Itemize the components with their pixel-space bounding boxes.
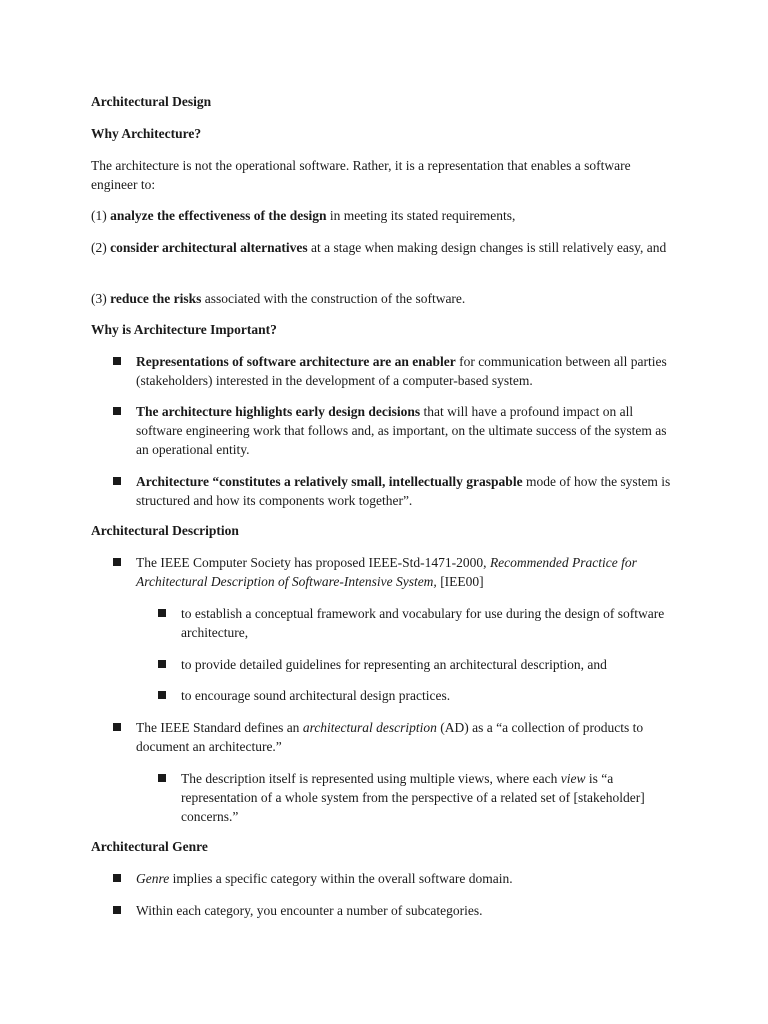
- square-bullet-icon: [113, 407, 121, 415]
- description-sub-views: The description itself is represented using multiple views, where each view is “a representation of a whole system from the perspective of a related set of [stakeholder] concerns.”: [181, 769, 681, 826]
- square-bullet-icon: [113, 874, 121, 882]
- important-bullet-3: Architecture “constitutes a relatively small, intellectually graspable mode of how the system is structured and how its components work together”.: [136, 472, 676, 510]
- description-sub-3: to encourage sound architectural design practices.: [181, 686, 681, 705]
- genre-bullet-2: Within each category, you encounter a number of subcategories.: [136, 901, 676, 920]
- why-item-3: (3) reduce the risks associated with the construction of the software.: [91, 291, 466, 306]
- important-bullet-1: Representations of software architecture are an enabler for communication between all parties (stakeholders) interested in the development of a computer-based system.: [136, 352, 676, 390]
- document-title: Architectural Design: [91, 94, 212, 109]
- description-sub-2: to provide detailed guidelines for representing an architectural description, and: [181, 655, 681, 674]
- square-bullet-icon: [158, 774, 166, 782]
- square-bullet-icon: [113, 558, 121, 566]
- square-bullet-icon: [113, 906, 121, 914]
- description-sub-1: to establish a conceptual framework and vocabulary for use during the design of software architecture,: [181, 604, 681, 642]
- square-bullet-icon: [113, 477, 121, 485]
- heading-why-architecture: Why Architecture?: [91, 126, 202, 141]
- description-bullet-1: The IEEE Computer Society has proposed IEEE-Std-1471-2000, Recommended Practice for Architectural Description of Software-Intensive System, [IEE00]: [136, 553, 676, 591]
- why-item-1: (1) analyze the effectiveness of the design in meeting its stated requirements,: [91, 208, 516, 223]
- square-bullet-icon: [113, 357, 121, 365]
- square-bullet-icon: [158, 609, 166, 617]
- square-bullet-icon: [158, 691, 166, 699]
- description-bullet-2: The IEEE Standard defines an architectural description (AD) as a “a collection of products to document an architecture.”: [136, 718, 676, 756]
- heading-architectural-description: Architectural Description: [91, 523, 239, 538]
- square-bullet-icon: [113, 723, 121, 731]
- genre-bullet-1: Genre implies a specific category within the overall software domain.: [136, 869, 676, 888]
- important-bullet-2: The architecture highlights early design decisions that will have a profound impact on all software engineering work that follows and, as important, on the ultimate success of the system as an operational entity.: [136, 402, 676, 459]
- heading-architectural-genre: Architectural Genre: [91, 839, 208, 854]
- square-bullet-icon: [158, 660, 166, 668]
- why-intro: The architecture is not the operational software. Rather, it is a representation that enables a software engineer to:: [91, 158, 631, 192]
- heading-why-important: Why is Architecture Important?: [91, 322, 277, 337]
- why-item-2: (2) consider architectural alternatives at a stage when making design changes is still relatively easy, and: [91, 240, 667, 255]
